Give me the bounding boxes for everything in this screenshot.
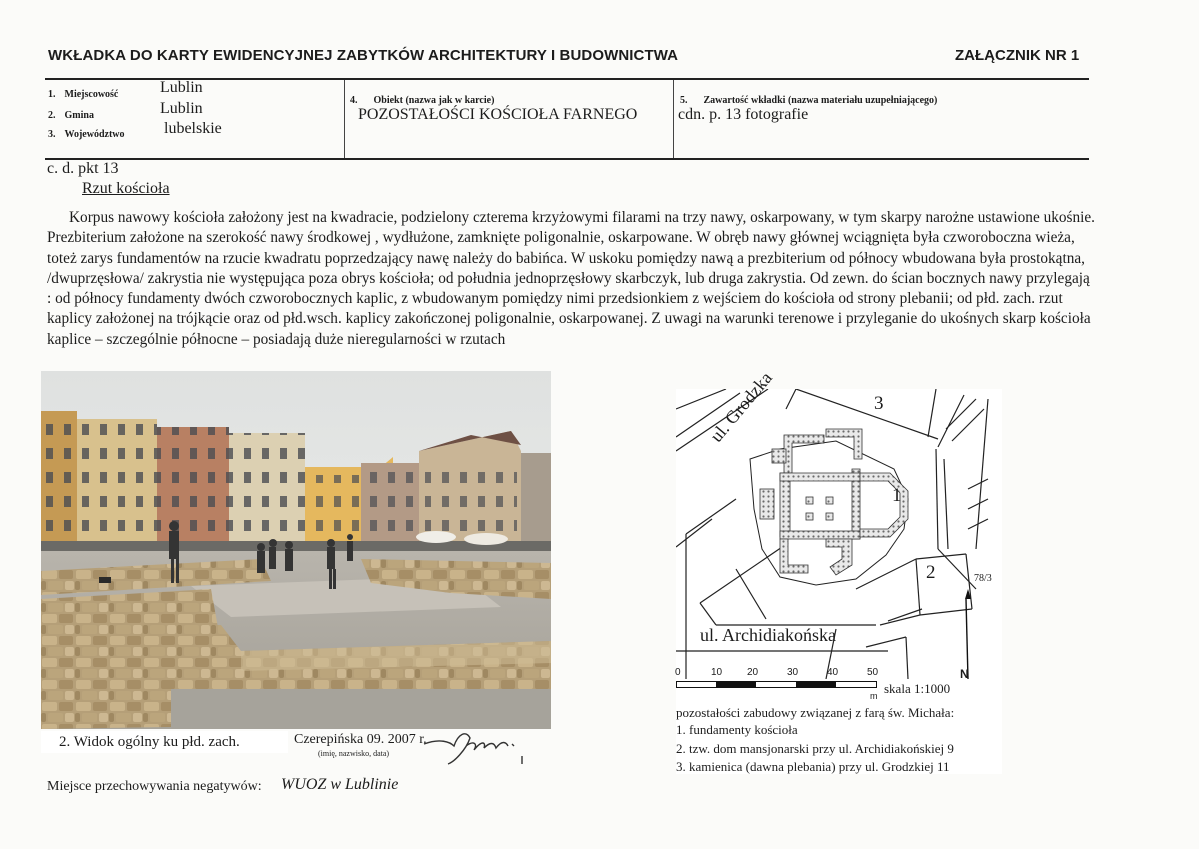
scale-tick: 20	[747, 667, 759, 678]
map-marker-3: 3	[874, 393, 884, 414]
field-number: 1.	[48, 89, 56, 100]
map-marker-1: 1	[892, 485, 902, 506]
signature	[420, 728, 530, 768]
description-paragraph: Korpus nawowy kościoła założony jest na kwadracie, podzielony czterema krzyżowymi filarami na trzy nawy, oskarpowany, w tym skarpy narożne ustawione ukośnie. Prezbiterium założone na szerokość nawy środkowej , wydłużone, zamknięte poligonalnie, oskarpowane. W obręb nawy głównej wciągnięta była czworoboczna wieża, toteż zarys fundamentów na rzucie kwadratu poprzedzający nawę należy do babińca. W uskoku pomiędzy nawą a prezbiterium od północy wbudowana była prostokątna, /dwuprzęsłowa/ zakrystia nie występująca poza obrys kościoła; od południa jednoprzęsłowy skarbczyk, lub druga zakrystia. Od zewn. do ścian bocznych nawy przylegają : od północy fundamenty dwóch czworobocznych kaplic, z wbudowanym pomiędzy nimi przedsionkiem z wejściem do kościoła od strony plebanii; od płd. zach. rzut kaplicy założonej na trójkącie oraz od płd.wsch. kaplicy zakończonej poligonalnie, oskarpowanej. Z uwagi na warunki terenowe i przyleganie do ukośnych skarp kościoła kaplice – szczególnie północne – posiadają duże nieregularności w rzutach	[47, 209, 1095, 348]
street-label-archidiakonska: ul. Archidiakońska	[700, 625, 836, 645]
field-label: Miejscowość	[64, 89, 119, 100]
field-label: Zawartość wkładki (nazwa materiału uzupełniającego)	[703, 95, 938, 106]
continuation-label: c. d. pkt 13	[47, 160, 119, 177]
legend-item: 2. tzw. dom mansjonarski przy ul. Archidiakońskiej 9	[676, 741, 954, 756]
field-divider	[673, 80, 674, 158]
locality-value: Lublin	[160, 79, 203, 96]
scale-unit: m	[870, 691, 878, 701]
field-divider	[344, 80, 345, 158]
scale-bar	[676, 680, 881, 690]
scale-tick: 40	[827, 667, 839, 678]
scale-tick: 50	[867, 667, 879, 678]
field-label: Województwo	[64, 129, 125, 140]
annex-number: ZAŁĄCZNIK NR 1	[955, 47, 1080, 64]
field-number: 3.	[48, 129, 56, 140]
author-name-date: Czerepińska 09. 2007 r.	[294, 732, 427, 747]
negatives-storage-label: Miejsce przechowywania negatywów:	[47, 779, 262, 794]
contents-value: cdn. p. 13 fotografie	[678, 106, 809, 123]
field-locality	[48, 84, 118, 102]
section-subtitle: Rzut kościoła	[82, 180, 170, 197]
object-value: POZOSTAŁOŚCI KOŚCIOŁA FARNEGO	[358, 106, 638, 123]
field-number: 5.	[680, 95, 688, 106]
street-label-grodzka: ul. Grodzka	[706, 367, 776, 446]
scale-tick: 30	[787, 667, 799, 678]
negatives-storage-value: WUOZ w Lublinie	[281, 776, 399, 793]
north-label: N	[960, 667, 969, 681]
map-marker-2: 2	[926, 562, 936, 583]
legend-item: 3. kamienica (dawna plebania) przy ul. Grodzkiej 11	[676, 759, 950, 774]
photo-caption: 2. Widok ogólny ku płd. zach.	[59, 734, 240, 750]
voivodeship-value: lubelskie	[164, 120, 222, 137]
field-voivodeship	[48, 124, 125, 142]
legend-item: 1. fundamenty kościoła	[676, 722, 798, 737]
field-number: 4.	[350, 95, 358, 106]
header-bottom-rule	[45, 158, 1089, 160]
field-label: Gmina	[64, 110, 94, 121]
scale-ticks	[676, 667, 881, 679]
legend-title: pozostałości zabudowy związanej z farą św. Michała:	[676, 705, 955, 720]
site-plan	[675, 367, 1002, 774]
author-hint: (imię, nazwisko, data)	[318, 749, 390, 758]
document-title: WKŁADKA DO KARTY EWIDENCYJNEJ ZABYTKÓW ARCHITEKTURY I BUDOWNICTWA	[48, 47, 679, 64]
scale-tick: 10	[711, 667, 723, 678]
photo-frame	[41, 371, 551, 729]
field-commune	[48, 105, 94, 123]
field-number: 2.	[48, 110, 56, 121]
scale-tick: 0	[675, 667, 681, 678]
market-square-photo	[41, 371, 551, 729]
scale-text: skala 1:1000	[884, 681, 951, 696]
plot-number: 78/3	[974, 573, 992, 584]
commune-value: Lublin	[160, 100, 203, 117]
field-label: Obiekt (nazwa jak w karcie)	[373, 95, 495, 106]
